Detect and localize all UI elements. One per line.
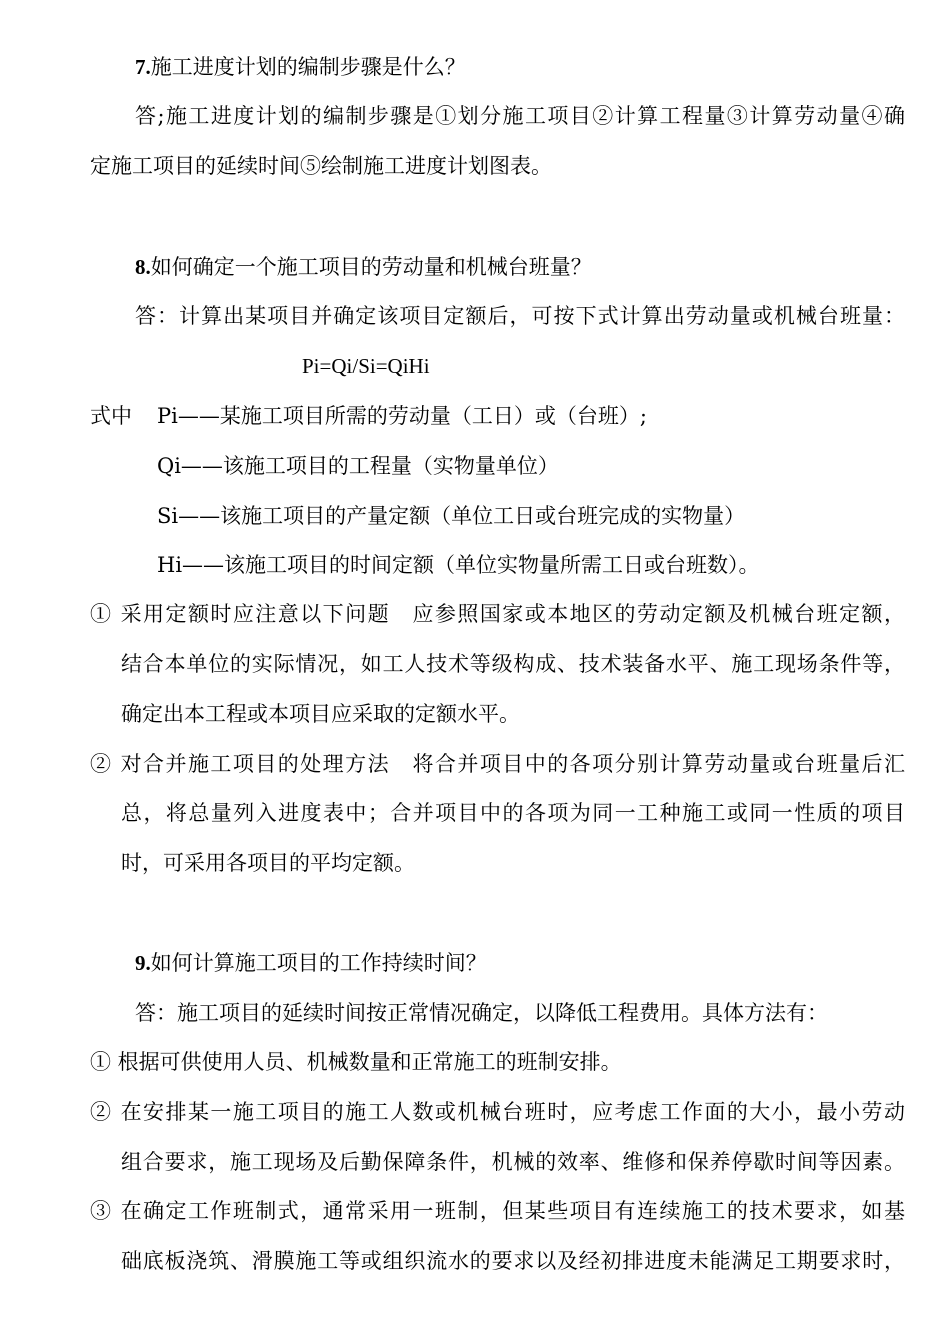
q8-number: 8. bbox=[135, 255, 151, 279]
q9-item1-line1: ① 根据可供使用人员、机械数量和正常施工的班制安排。 bbox=[90, 1050, 622, 1074]
q7-heading bbox=[135, 52, 466, 82]
q7-answer-line1: 答;施工进度计划的编制步骤是①划分施工项目②计算工程量③计算劳动量④确 bbox=[135, 104, 905, 128]
q8-title: 如何确定一个施工项目的劳动量和机械台班量？ bbox=[150, 255, 592, 279]
q9-item2-line2: 组合要求，施工现场及后勤保障条件，机械的效率、维修和保养停歇时间等因素。 bbox=[121, 1150, 905, 1174]
q8-definition-si: Si——该施工项目的产量定额（单位工日或台班完成的实物量） bbox=[157, 504, 746, 528]
q9-answer-line1: 答：施工项目的延续时间按正常情况确定，以降低工程费用。具体方法有： bbox=[135, 1001, 828, 1025]
q8-definition-hi: Hi——该施工项目的时间定额（单位实物量所需工日或台班数）。 bbox=[157, 553, 760, 577]
q8-heading bbox=[135, 252, 592, 282]
q8-item1-line3: 确定出本工程或本项目应采取的定额水平。 bbox=[121, 702, 520, 726]
q8-item1-line1: ① 采用定额时应注意以下问题 应参照国家或本地区的劳动定额及机械台班定额， bbox=[90, 602, 905, 626]
q9-number: 9. bbox=[135, 951, 151, 975]
q8-definition-pi: Pi——某施工项目所需的劳动量（工日）或（台班）; bbox=[157, 404, 647, 428]
q8-item1-line2: 结合本单位的实际情况，如工人技术等级构成、技术装备水平、施工现场条件等， bbox=[121, 652, 905, 676]
q9-item3-line1: ③ 在确定工作班制式，通常采用一班制，但某些项目有连续施工的技术要求，如基 bbox=[90, 1199, 905, 1223]
q9-heading bbox=[135, 948, 487, 978]
q8-item2-line3: 时，可采用各项目的平均定额。 bbox=[121, 851, 415, 875]
q7-title: 施工进度计划的编制步骤是什么？ bbox=[150, 55, 466, 79]
q7-number: 7. bbox=[135, 55, 151, 79]
q8-definition-qi: Qi——该施工项目的工程量（实物量单位） bbox=[157, 454, 559, 478]
q9-title: 如何计算施工项目的工作持续时间？ bbox=[150, 951, 487, 975]
q9-item2-line1: ② 在安排某一施工项目的施工人数或机械台班时，应考虑工作面的大小，最小劳动 bbox=[90, 1100, 905, 1124]
q7-answer-line2: 定施工项目的延续时间⑤绘制施工进度计划图表。 bbox=[90, 154, 552, 178]
q8-answer-line1: 答：计算出某项目并确定该项目定额后，可按下式计算出劳动量或机械台班量： bbox=[135, 304, 905, 328]
q9-item3-line2: 础底板浇筑、滑膜施工等或组织流水的要求以及经初排进度未能满足工期要求时， bbox=[121, 1249, 905, 1273]
q8-formula: Pi=Qi/Si=QiHi bbox=[302, 354, 430, 378]
q8-item2-line1: ② 对合并施工项目的处理方法 将合并项目中的各项分别计算劳动量或台班量后汇 bbox=[90, 752, 905, 776]
q8-item2-line2: 总，将总量列入进度表中；合并项目中的各项为同一工种施工或同一性质的项目 bbox=[121, 801, 905, 825]
q8-where-label: 式中 bbox=[90, 404, 132, 428]
